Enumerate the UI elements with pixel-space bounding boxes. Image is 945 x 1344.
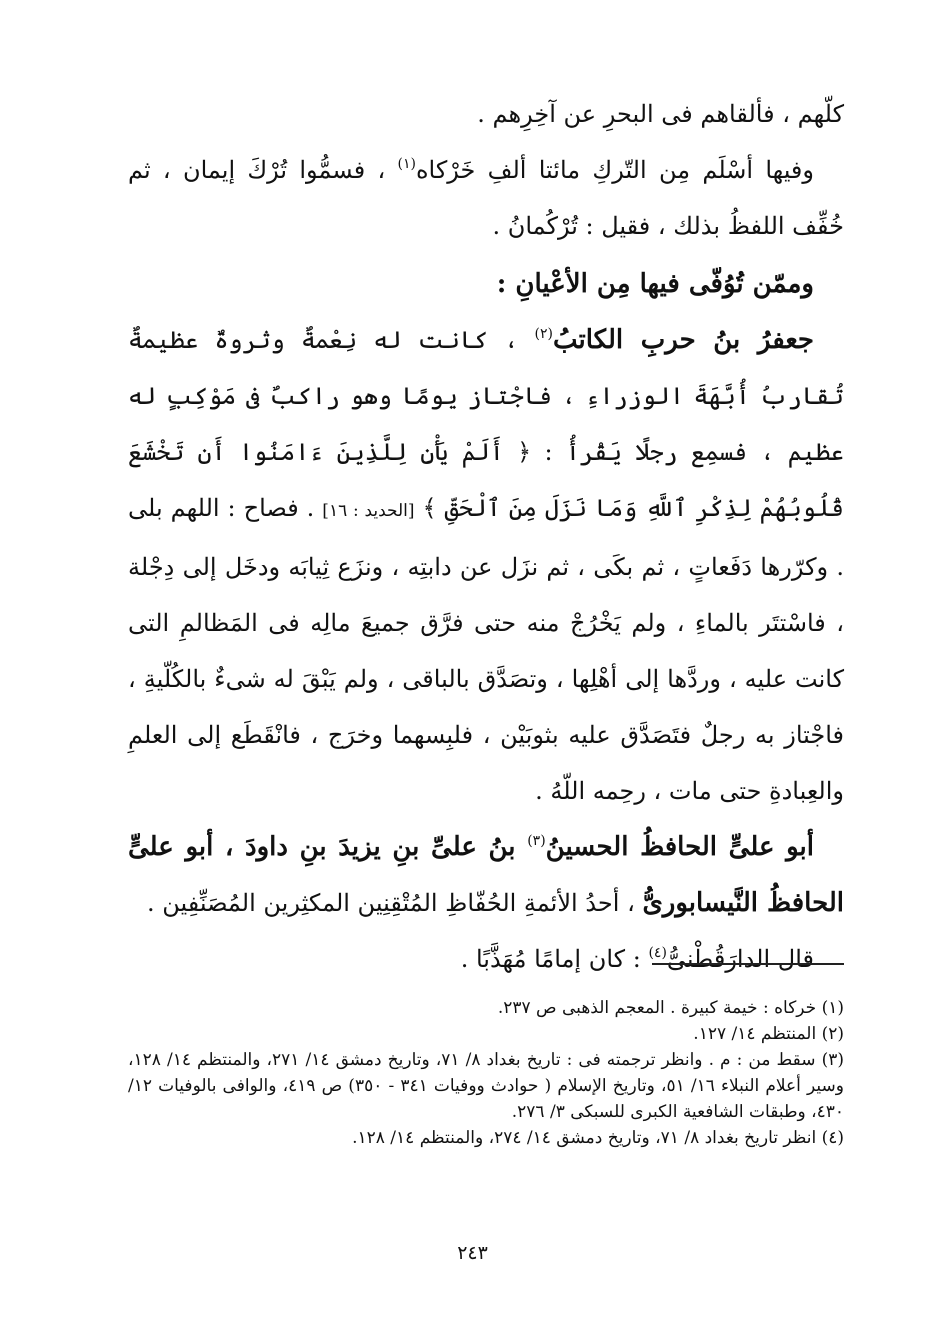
entry-name: بنُ علىِّ بنِ يزيدَ بنِ داودَ ، أبو علىٍّ الحافظُ النَّيسابورىُّ (128, 832, 844, 918)
footnote-1: (١) خركاه : خيمة كبيرة . المعجم الذهبى ص ٢٣٧. (497, 998, 844, 1018)
footnote-marker-1: (١) (397, 156, 416, 172)
entry-text: ، أحدُ الأئمةِ الحُفّاظِ المُتْقِنِين المكثِرين المُصَنِّفِين . (146, 889, 643, 917)
entry-name: أبو علىٍّ الحافظُ الحسينُ (545, 832, 814, 862)
paragraph-text: وفيها أسْلَم مِن التّركِ مائتا ألفِ خَرْكاه (415, 156, 814, 184)
quote-daraqutni (128, 931, 844, 987)
quran-verse: ﴿ أَلَمْ يَأْنِ لِلَّذِينَ ءَامَنُوا أَن تَخْشَعَ قُلُوبُهُمْ لِذِكْرِ ٱللَّهِ وَمَا نَزَلَ مِنَ ٱلْحَقِّ ﴾ (128, 438, 844, 522)
continuation-line: كلّهم ، فألقاهم فى البحرِ عن آخِرِهم . (477, 100, 844, 128)
main-text (128, 86, 844, 987)
footnotes (128, 995, 844, 1151)
footnote-4: (٤) انظر تاريخ بغداد ٨/ ٧١، وتاريخ دمشق ١٤/ ٢٧٤، والمنتظم ١٤/ ١٢٨. (352, 1128, 844, 1148)
entry-jaafar (128, 312, 844, 819)
entry-abu-ali (128, 819, 844, 931)
page-number: ٢٤٣ (457, 1242, 488, 1264)
footnote-marker-2: (٢) (534, 326, 553, 342)
paragraph-text: ، فسمُّوا تُرْكَ إيمان ، ثم خُفِّف اللفظُ بذلك ، فقيل : تُرْكُمانُ . (128, 156, 844, 240)
verse-reference: [الحديد : ١٦] (322, 501, 415, 521)
section-heading: وممّن تُوُفّى فيها مِن الأعْيانِ : (496, 269, 814, 299)
paragraph-conversion (128, 142, 844, 254)
footnote-2: (٢) المنتظم ١٤/ ١٢٧. (693, 1024, 844, 1044)
footnote-divider (652, 963, 844, 965)
entry-text: : كان إمامًا مُهَذَّبًا . (460, 945, 649, 973)
entry-name: جعفرُ بنُ حربِ الكاتبُ (552, 325, 814, 355)
entry-text: ، كانت له نِعْمةٌ وثروةٌ عظيمةٌ تُقاربُ أُبَّهَةَ الوزراءِ ، فاجْتاز يومًا وهو راكبٌ فى مَوْكِبٍ له عظيم ، فسمِع رجلًا يَقْرأُ : (128, 326, 844, 466)
footnote-marker-3: (٣) (527, 833, 546, 849)
entry-text: . فصاح : اللهم بلى . وكرّرها دَفَعاتٍ ، ثم بكَى ، ثم نزَل عن دابتِه ، ونزَع ثِيابَه ودخَل إلى دِجْلة ، فاسْتتَر بالماءِ ، ولم يَخْرُجْ منه حتى فرَّق جميعَ مالِه فى المَظالمِ التى كانت عليه ، وردَّها إلى أهْلِها ، وتصَدَّق بالباقى ، ولم يَبْقَ له شىءٌ بالكُلّيةِ ، فاجْتاز به رجلٌ فتَصَدَّق عليه بثوبَيْن ، فلبِسهما وخرَج ، فانْقَطَع إلى العلمِ والعِبادةِ حتى مات ، رحِمه اللّهُ . (128, 494, 844, 805)
footnote-3: (٣) سقط من : م . وانظر ترجمته فى : تاريخ بغداد ٨/ ٧١، وتاريخ دمشق ١٤/ ٢٧١، والمنتظم ١٤/ ١٢٨، وسير أعلام النبلاء ١٦/ ٥١، وتاريخ الإسلام ( حوادث ووفيات ٣٤١ - ٣٥٠) ص ٤١٩، والوافى بالوفيات ١٢/ ٤٣٠، وطبقات الشافعية الكبرى للسبكى ٣/ ٢٧٦. (128, 1050, 844, 1122)
entry-text: قال الدارَقُطْنىُّ (666, 945, 814, 973)
footnote-marker-4: (٤) (648, 945, 667, 961)
